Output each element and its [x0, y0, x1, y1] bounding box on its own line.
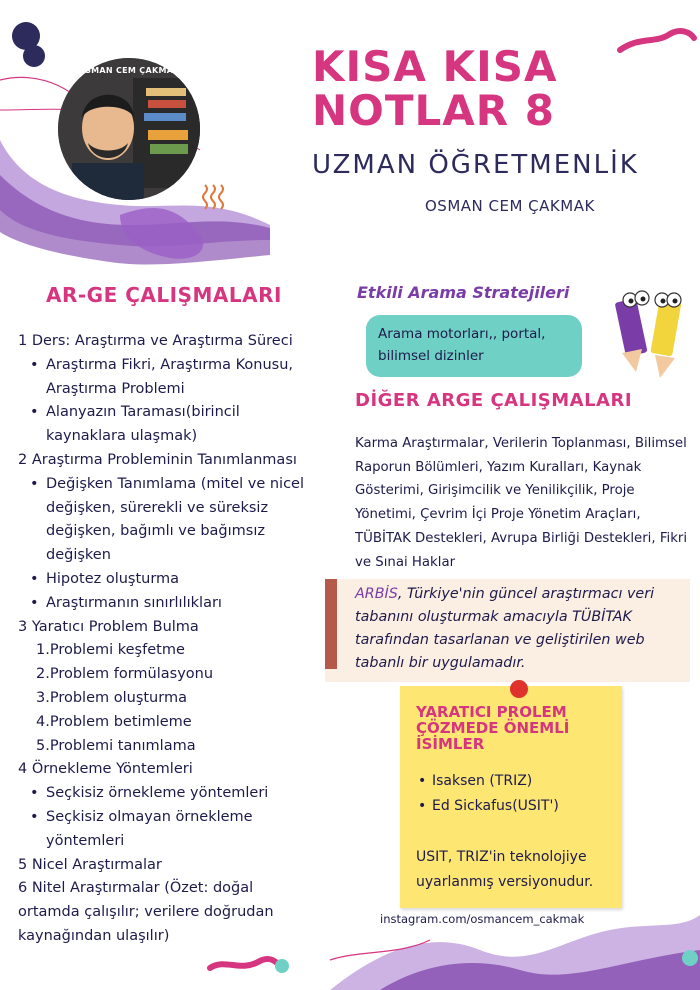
arge-heading: AR-GE ÇALIŞMALARI [46, 283, 282, 307]
outline-line [18, 639, 318, 663]
title-line-2: NOTLAR 8 [312, 86, 555, 135]
page-title [312, 42, 692, 135]
bullet-icon: • [30, 785, 39, 802]
instagram-link[interactable]: instagram.com/osmancem_cakmak [380, 912, 585, 926]
outline-line-text: 2.Problem formülasyonu [36, 666, 214, 683]
author-name: OSMAN CEM ÇAKMAK [425, 197, 595, 215]
outline-line-text: 5.Problemi tanımlama [36, 737, 196, 754]
bullet-icon: • [418, 798, 427, 814]
search-strategies-heading: Etkili Arama Stratejileri [357, 283, 570, 302]
arbis-accent-tab [325, 579, 337, 669]
outline-line-text: 1.Problemi keşfetme [36, 642, 185, 659]
outline-line-text: 2 Araştırma Probleminin Tanımlanması [18, 451, 297, 468]
bullet-icon: • [30, 808, 39, 825]
outline-line [18, 449, 318, 473]
sticky-footer-text: USIT, TRIZ'in teknolojiye uyarlanmış versiyonudur. [416, 849, 594, 890]
arbis-name: ARBİS [355, 586, 398, 602]
outline-line-text: Seçkisiz örnekleme yöntemleri [46, 785, 269, 802]
outline-line-text: 3.Problem oluşturma [36, 689, 187, 706]
decor-squiggle [210, 959, 278, 968]
bullet-icon: • [418, 773, 427, 789]
other-arge-text: Karma Araştırmalar, Verilerin Toplanması, Bilimsel Raporun Bölümleri, Yazım Kuralları, Kaynak Gösterimi, Girişimcilik ve Yenilikçilik, Proje Yönetimi, Çevrim İçi Proje Yönetim Araçları, TÜBİTAK Destekleri, Avrupa Birliği Destekleri, Fikri ve Sınai Haklar [355, 436, 688, 570]
outline-line-text: 1 Ders: Araştırma ve Araştırma Süreci [18, 333, 293, 349]
pencil-characters-illustration [615, 291, 682, 378]
outline-line [18, 592, 318, 616]
other-arge-heading: DİĞER ARGE ÇALIŞMALARI [355, 390, 633, 411]
bullet-icon: • [30, 594, 39, 611]
list-item [416, 794, 559, 819]
decor-dot [23, 45, 45, 67]
bullet-icon: • [30, 475, 39, 492]
decor-dot [682, 950, 698, 966]
arbis-note [325, 579, 690, 682]
arge-outline [18, 330, 318, 949]
outline-line [18, 806, 318, 854]
pushpin-icon [510, 680, 528, 698]
arbis-text: , Türkiye'nin güncel araştırmacı veri tabanını oluşturmak amacıyla TÜBİTAK tarafından tasarlanan ve geliştirilen web tabanlı bir uygulamadır. [355, 586, 655, 671]
outline-line [18, 782, 318, 806]
outline-line-text: Alanyazın Taraması(birincil kaynaklara ulaşmak) [46, 404, 240, 445]
outline-line [18, 735, 318, 759]
outline-line-text: Araştırmanın sınırlılıkları [46, 594, 222, 611]
outline-line-text: 3 Yaratıcı Problem Bulma [18, 618, 199, 635]
list-item-label: Ed Sickafus(USIT') [432, 798, 559, 814]
outline-line-text: 4.Problem betimleme [36, 713, 192, 730]
outline-line [18, 663, 318, 687]
outline-line-text: Değişken Tanımlama (mitel ve nicel değişken, sürerekli ve süreksiz değişken, bağımlı ve bağımsız değişken [46, 475, 304, 564]
outline-line [18, 711, 318, 735]
outline-line [18, 354, 318, 402]
outline-line [18, 758, 318, 782]
outline-line [18, 616, 318, 640]
decor-squiggle [203, 185, 223, 209]
outline-line [18, 401, 318, 449]
outline-line [18, 854, 318, 878]
title-line-1: KISA KISA [312, 42, 558, 91]
outline-line [18, 473, 318, 568]
author-avatar [58, 58, 200, 200]
page-subtitle: UZMAN ÖĞRETMENLİK [312, 150, 639, 180]
list-item [416, 769, 559, 794]
outline-line [18, 687, 318, 711]
sticky-list [416, 769, 559, 819]
outline-line [18, 877, 318, 948]
avatar-illustration [58, 58, 200, 200]
avatar-name-label: OSMAN CEM ÇAKMAK [78, 66, 180, 75]
bullet-icon: • [30, 570, 39, 587]
outline-line [18, 330, 318, 354]
outline-line-text: 5 Nicel Araştırmalar [18, 856, 162, 873]
sticky-title: YARATICI PROLEM ÇÖZMEDE ÖNEMLİ İSİMLER [416, 703, 570, 753]
outline-line-text: Seçkisiz olmayan örnekleme yöntemleri [46, 808, 253, 849]
search-strategies-box: Arama motorları,, portal, bilimsel dizinler [366, 315, 582, 377]
outline-line-text: Hipotez oluşturma [46, 570, 180, 587]
list-item-label: Isaksen (TRIZ) [432, 773, 533, 789]
outline-line-text: 6 Nitel Araştırmalar (Özet: doğal ortamda çalışılır; verilere doğrudan kaynağından ulaşılır) [18, 880, 274, 944]
outline-line-text: 4 Örnekleme Yöntemleri [18, 761, 193, 778]
outline-line [18, 568, 318, 592]
decor-dot [275, 959, 289, 973]
bullet-icon: • [30, 356, 39, 373]
bullet-icon: • [30, 404, 39, 421]
outline-line-text: Araştırma Fikri, Araştırma Konusu, Araştırma Problemi [46, 356, 294, 397]
